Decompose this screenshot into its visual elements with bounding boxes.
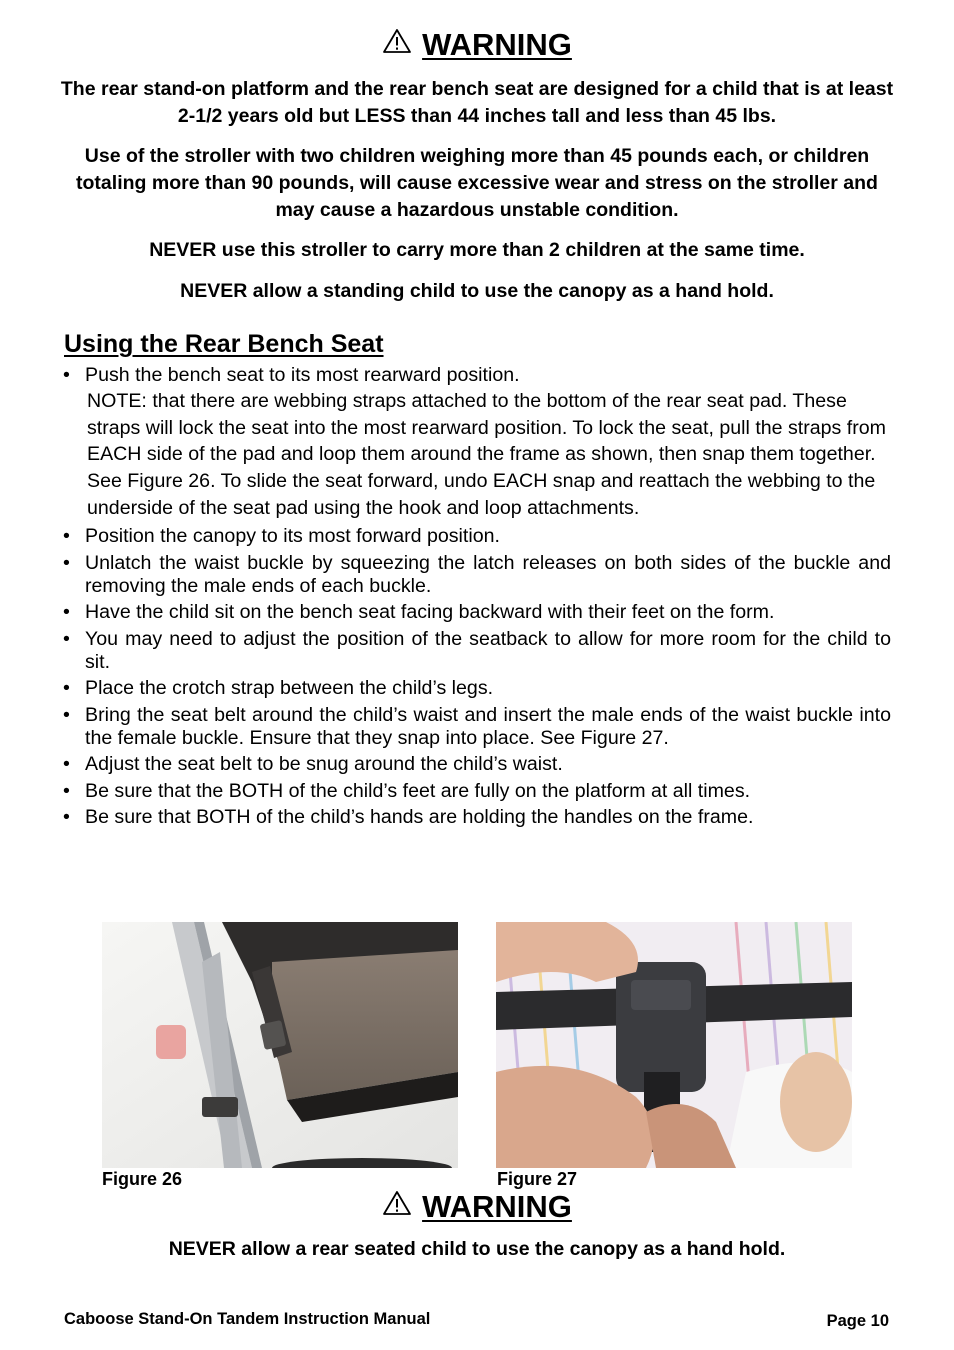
list-item: • Be sure that the BOTH of the child’s feet are fully on the platform at all times. bbox=[63, 780, 891, 803]
list-item: • Position the canopy to its most forward position. bbox=[63, 525, 891, 548]
footer-manual-title: Caboose Stand-On Tandem Instruction Manual bbox=[64, 1310, 431, 1328]
warning-title: WARNING bbox=[422, 27, 572, 62]
warning-heading-bottom bbox=[0, 1189, 954, 1225]
list-item: • Bring the seat belt around the child’s waist and insert the male ends of the waist buckle into the female buckle. Ensure that they snap into place. See Figure 27. bbox=[63, 704, 891, 750]
figure-26-image bbox=[102, 922, 458, 1168]
warning-paragraph-rear-seat: NEVER allow a rear seated child to use the canopy as a hand hold. bbox=[168, 1238, 786, 1260]
figure-27-image bbox=[496, 922, 852, 1168]
warning-paragraph-age: The rear stand-on platform and the rear bench seat are designed for a child that is at least 2-1/2 years old but LESS than 44 inches tall and less than 45 lbs. bbox=[60, 78, 894, 127]
note-text: NOTE: that there are webbing straps attached to the bottom of the rear seat pad. These straps will lock the seat into the most rearward position. To lock the seat, pull the straps from EACH side of the pad and loop them around the frame as shown, then snap them together. See Figure 26. To slide the seat forward, undo EACH snap and reattach the webbing to the underside of the seat pad using the hook and loop attachments. bbox=[87, 390, 886, 519]
list-item: • Have the child sit on the bench seat facing backward with their feet on the form. bbox=[63, 601, 891, 624]
list-item: • Place the crotch strap between the child’s legs. bbox=[63, 677, 891, 700]
list-item: • Unlatch the waist buckle by squeezing the latch releases on both sides of the buckle and removing the male ends of each buckle. bbox=[63, 552, 891, 598]
list-item: • Adjust the seat belt to be snug around the child’s waist. bbox=[63, 753, 891, 776]
warning-paragraph-canopy: NEVER allow a standing child to use the canopy as a hand hold. bbox=[180, 280, 774, 302]
warning-triangle-icon bbox=[382, 26, 412, 62]
list-item: • Be sure that BOTH of the child’s hands are holding the handles on the frame. bbox=[63, 806, 891, 829]
list-item bbox=[63, 364, 891, 522]
warning-paragraph-children: NEVER use this stroller to carry more than 2 children at the same time. bbox=[149, 239, 805, 261]
step-text: Push the bench seat to its most rearward position. bbox=[85, 364, 520, 386]
figure-26-caption: Figure 26 bbox=[102, 1169, 183, 1189]
figure-27-caption: Figure 27 bbox=[497, 1169, 578, 1189]
warning-title: WARNING bbox=[422, 1189, 572, 1224]
footer-page-number: Page 10 bbox=[826, 1312, 889, 1330]
warning-heading-top bbox=[0, 27, 954, 63]
list-item: • You may need to adjust the position of the seatback to allow for more room for the child to sit. bbox=[63, 628, 891, 674]
section-title: Using the Rear Bench Seat bbox=[64, 330, 384, 358]
warning-triangle-icon bbox=[382, 1188, 412, 1224]
instruction-list bbox=[63, 364, 891, 833]
warning-paragraph-weight: Use of the stroller with two children weighing more than 45 pounds each, or children totaling more than 90 pounds, will cause excessive wear and stress on the stroller and may cause a hazardous unstable condition. bbox=[76, 145, 878, 221]
